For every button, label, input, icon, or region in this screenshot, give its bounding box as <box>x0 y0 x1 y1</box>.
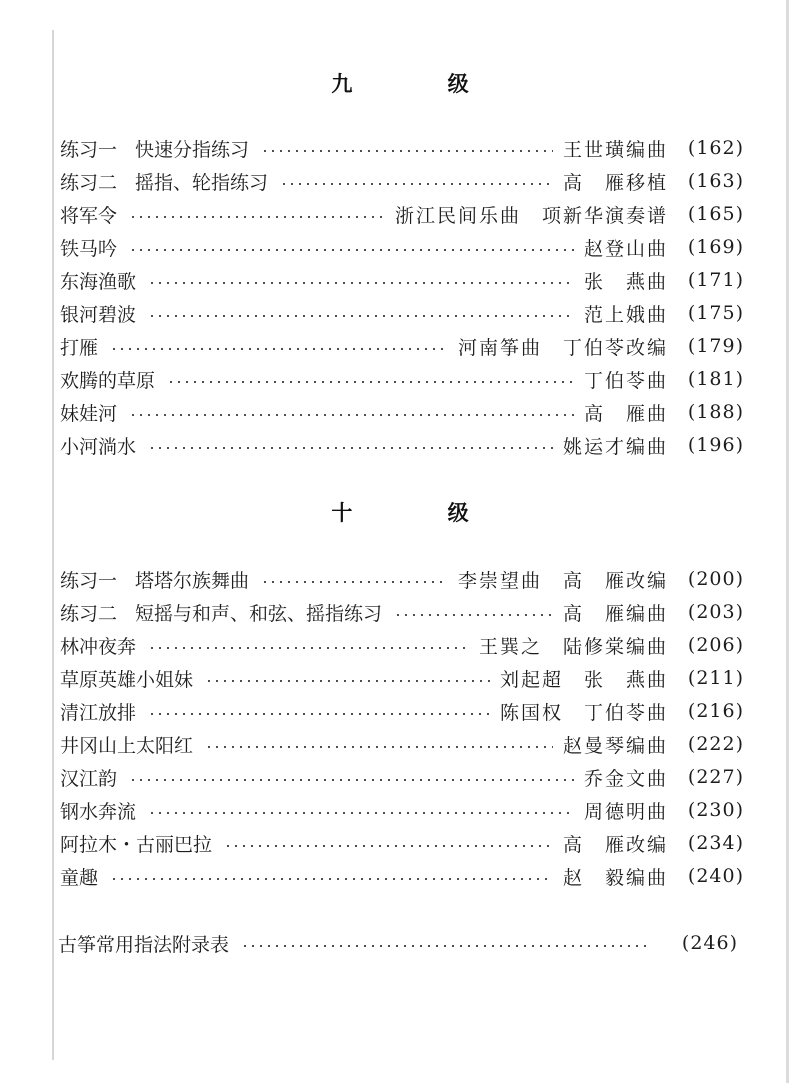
toc-entry[interactable] <box>60 297 744 329</box>
entry-page: (188) <box>687 401 744 423</box>
entry-page: (211) <box>687 667 744 689</box>
toc-entry[interactable] <box>60 596 744 628</box>
exercise-number: 练习一 <box>60 138 118 161</box>
entry-credit: 王世璜编曲 <box>562 138 668 161</box>
entry-title-text: 林冲夜奔 <box>60 635 137 658</box>
entry-title <box>60 201 117 228</box>
entry-title-text: 妹娃河 <box>60 402 118 425</box>
toc-entry[interactable] <box>60 860 744 892</box>
dot-leader <box>280 183 553 185</box>
entry-credit: 高 雁编曲 <box>562 602 668 625</box>
entry-title-text: 快速分指练习 <box>135 138 250 161</box>
entry-credit: 范上娥曲 <box>583 303 668 326</box>
entry-page: (246) <box>681 932 738 954</box>
entry-credit: 浙江民间乐曲 项新华演奏谱 <box>394 204 668 227</box>
entry-page: (203) <box>687 601 744 623</box>
entry-title-text: 汉江韵 <box>60 767 118 790</box>
entry-credit: 张 燕曲 <box>583 270 668 293</box>
entry-credit: 高 雁改编 <box>562 833 668 856</box>
entry-title <box>60 599 382 626</box>
dot-leader <box>394 614 553 616</box>
dot-leader <box>129 249 574 251</box>
entry-page: (206) <box>687 634 744 656</box>
exercise-number: 练习一 <box>60 569 118 592</box>
entry-credit: 河南筝曲 丁伯苓改编 <box>457 336 668 359</box>
entry-page: (169) <box>687 236 744 258</box>
dot-leader <box>129 414 574 416</box>
exercise-number: 练习二 <box>60 602 118 625</box>
entry-credit: 赵曼琴编曲 <box>562 734 668 757</box>
entry-title-text: 摇指、轮指练习 <box>135 171 269 194</box>
dot-leader <box>110 348 448 350</box>
entry-title <box>60 432 136 459</box>
toc-entry-appendix[interactable] <box>58 927 738 959</box>
toc-entry[interactable] <box>60 396 744 428</box>
entry-page: (227) <box>687 766 744 788</box>
entry-title <box>60 863 98 890</box>
entry-page: (163) <box>687 170 744 192</box>
entry-credit: 赵登山曲 <box>583 237 668 260</box>
entry-credit: 姚运才编曲 <box>562 435 668 458</box>
toc-entry[interactable] <box>60 363 744 395</box>
toc-entry[interactable] <box>60 264 744 296</box>
entry-page: (230) <box>687 799 744 821</box>
dot-leader <box>129 779 574 781</box>
entry-credit: 高 雁曲 <box>583 402 668 425</box>
entry-title <box>60 797 136 824</box>
entry-title <box>60 366 155 393</box>
entry-page: (216) <box>687 700 744 722</box>
entry-credit: 高 雁移植 <box>562 171 668 194</box>
entry-title <box>60 234 117 261</box>
toc-entry[interactable] <box>60 629 744 661</box>
entry-title-text: 银河碧波 <box>60 303 137 326</box>
entry-title <box>60 168 268 195</box>
toc-entry[interactable] <box>60 231 744 263</box>
entry-page: (234) <box>687 832 744 854</box>
entry-title <box>60 764 117 791</box>
entry-title-text: 钢水奔流 <box>60 800 137 823</box>
toc-entry[interactable] <box>60 827 744 859</box>
entry-title-text: 东海渔歌 <box>60 270 137 293</box>
entry-credit: 赵 毅编曲 <box>562 866 668 889</box>
entry-title <box>60 731 193 758</box>
entry-title-text: 井冈山上太阳红 <box>60 734 194 757</box>
entry-title <box>60 135 249 162</box>
entry-title-text: 小河淌水 <box>60 435 137 458</box>
dot-leader <box>148 647 469 649</box>
entry-page: (222) <box>687 733 744 755</box>
entry-credit: 周德明曲 <box>583 800 668 823</box>
section-heading-level-10: 十 级 <box>331 500 513 525</box>
dot-leader <box>148 713 490 715</box>
dot-leader <box>148 447 553 449</box>
entry-title <box>60 830 212 857</box>
entry-title-text: 童趣 <box>60 866 99 889</box>
toc-entry[interactable] <box>60 728 744 760</box>
toc-entry[interactable] <box>60 330 744 362</box>
dot-leader <box>241 945 652 947</box>
entry-title <box>60 399 117 426</box>
entry-title <box>60 698 136 725</box>
entry-title-text: 欢腾的草原 <box>60 369 156 392</box>
dot-leader <box>148 812 574 814</box>
dot-leader <box>167 381 574 383</box>
entry-credit: 王巽之 陆修棠编曲 <box>478 635 668 658</box>
toc-entry[interactable] <box>60 429 744 461</box>
toc-entry[interactable] <box>60 563 744 595</box>
entry-title-text: 草原英雄小姐妹 <box>60 668 194 691</box>
entry-title <box>60 566 249 593</box>
entry-credit: 丁伯苓曲 <box>583 369 668 392</box>
dot-leader <box>148 282 574 284</box>
entry-credit: 李崇望曲 高 雁改编 <box>457 569 668 592</box>
dot-leader <box>261 581 448 583</box>
entry-title <box>60 665 193 692</box>
entry-page: (200) <box>687 568 744 590</box>
entry-title-text: 铁马吟 <box>60 237 118 260</box>
entry-credit: 乔金文曲 <box>583 767 668 790</box>
dot-leader <box>224 845 553 847</box>
entry-title-text: 短摇与和声、和弦、摇指练习 <box>135 602 383 625</box>
entry-page: (181) <box>687 368 744 390</box>
entry-title: 古筝常用指法附录表 <box>58 933 230 956</box>
entry-credit: 刘起超 张 燕曲 <box>499 668 668 691</box>
entry-page: (179) <box>687 335 744 357</box>
toc-entry[interactable] <box>60 761 744 793</box>
entry-title-text: 将军令 <box>60 204 118 227</box>
toc-entry[interactable] <box>60 198 744 230</box>
entry-page: (162) <box>687 137 744 159</box>
entry-title <box>60 632 136 659</box>
dot-leader <box>205 680 490 682</box>
entry-title-text: 阿拉木・古丽巴拉 <box>60 833 213 856</box>
dot-leader <box>205 746 553 748</box>
entry-page: (171) <box>687 269 744 291</box>
entry-credit: 陈国权 丁伯苓曲 <box>499 701 668 724</box>
section-heading-level-9: 九 级 <box>331 71 513 96</box>
entry-title <box>60 333 98 360</box>
dot-leader <box>148 315 574 317</box>
entry-page: (240) <box>687 865 744 887</box>
toc-entry[interactable] <box>60 132 744 164</box>
entry-page: (165) <box>687 203 744 225</box>
entry-title-text: 打雁 <box>60 336 99 359</box>
dot-leader <box>129 216 385 218</box>
entry-title-text: 清江放排 <box>60 701 137 724</box>
toc-entry[interactable] <box>60 794 744 826</box>
entry-page: (175) <box>687 302 744 324</box>
entry-title <box>60 300 136 327</box>
dot-leader <box>110 878 553 880</box>
toc-entry[interactable] <box>60 662 744 694</box>
toc-entry[interactable] <box>60 165 744 197</box>
entry-title <box>60 267 136 294</box>
entry-page: (196) <box>687 434 744 456</box>
dot-leader <box>261 150 553 152</box>
toc-entry[interactable] <box>60 695 744 727</box>
entry-title-text: 塔塔尔族舞曲 <box>135 569 250 592</box>
page-left-edge <box>52 30 54 1060</box>
exercise-number: 练习二 <box>60 171 118 194</box>
page-right-edge <box>786 0 789 1083</box>
